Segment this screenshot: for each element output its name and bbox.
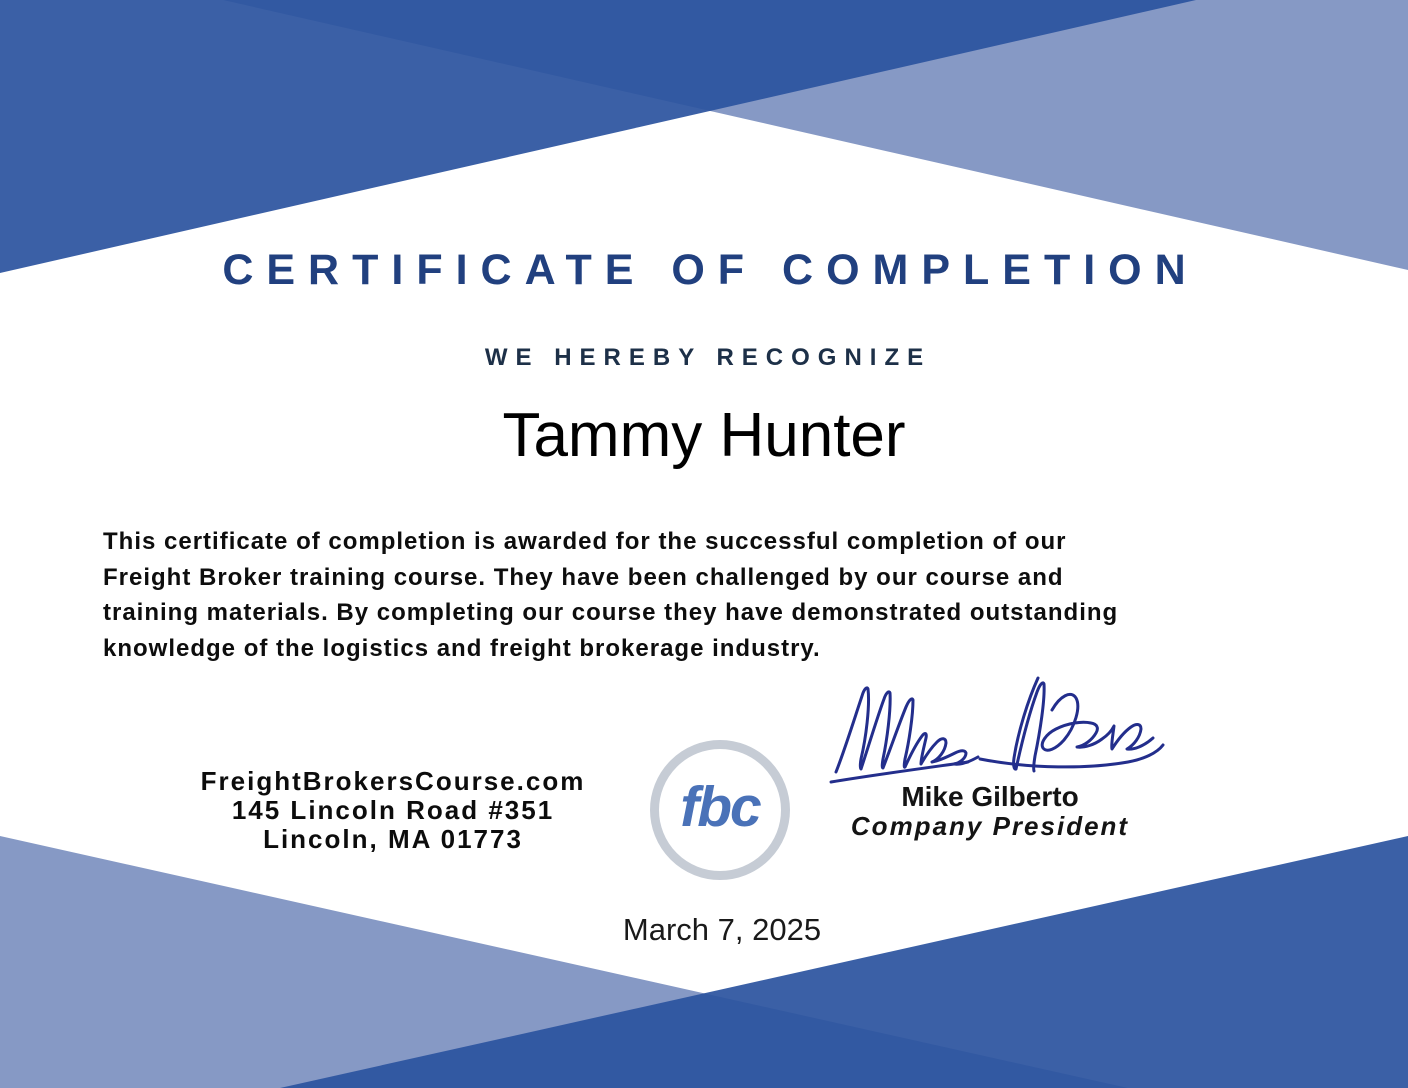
organization-address-line1: 145 Lincoln Road #351 <box>231 795 555 825</box>
issue-date: March 7, 2025 <box>622 912 822 947</box>
body-line: knowledge of the logistics and freight brokerage industry. <box>103 634 821 662</box>
certificate-subtitle: WE HEREBY RECOGNIZE <box>484 344 932 371</box>
signer-block <box>820 781 1160 840</box>
fbc-logo <box>650 740 790 880</box>
body-line: Freight Broker training course. They have been challenged by our course and <box>103 563 1064 591</box>
body-line: training materials. By completing our course they have demonstrated outstanding <box>103 599 1119 626</box>
signer-name: Mike Gilberto <box>901 781 1079 812</box>
organization-address-block <box>168 767 618 854</box>
signer-role: Company President <box>850 811 1130 841</box>
recipient-name: Tammy Hunter <box>502 401 906 470</box>
organization-address-line2: Lincoln, MA 01773 <box>263 824 523 854</box>
certificate-title: CERTIFICATE OF COMPLETION <box>222 246 1199 294</box>
certificate-body <box>103 524 1343 666</box>
organization-website: FreightBrokersCourse.com <box>200 766 586 796</box>
body-line: This certificate of completion is awarded for the successful completion of our <box>103 528 1067 555</box>
fbc-logo-text: fbc <box>680 775 760 839</box>
